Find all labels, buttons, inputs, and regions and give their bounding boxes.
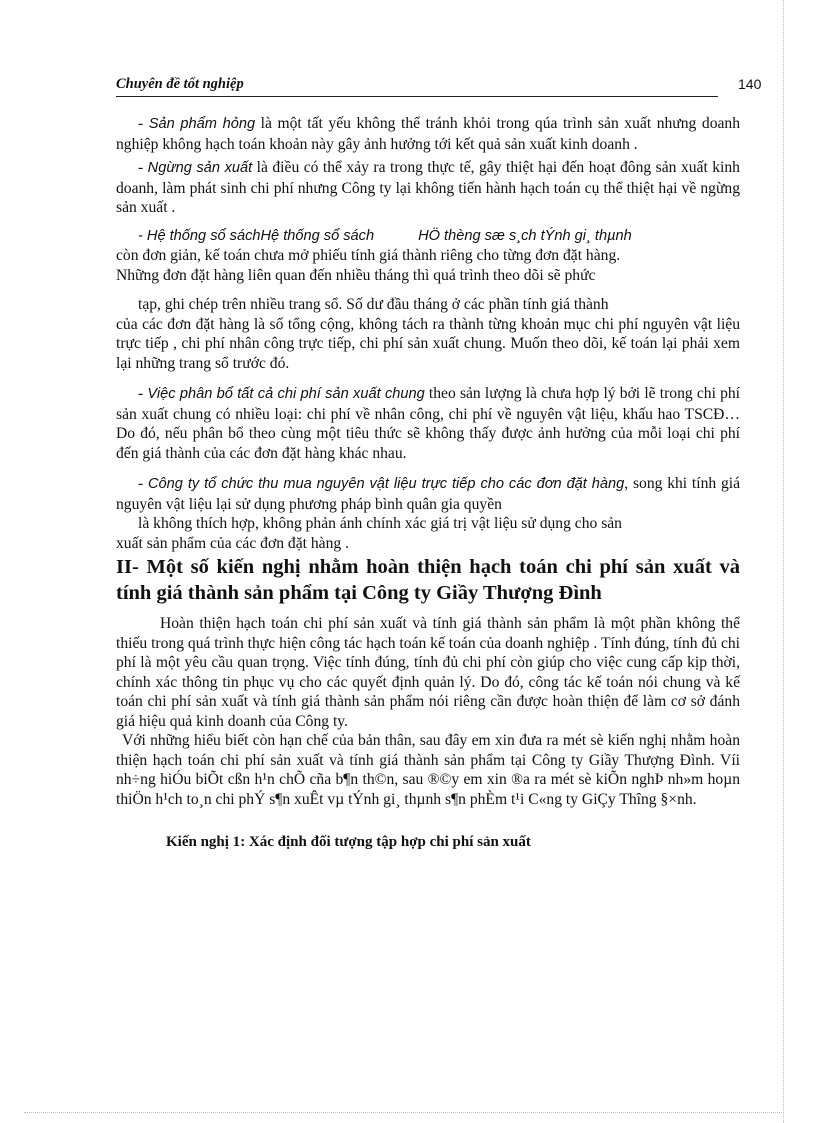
item-text: theo sản lượng là chưa hợp lý bởi lẽ trong chi phí sản xuất chung có nhiều loại: chi phí về nhân công, chi phí về nguyên vật liệu, khấu hao TSCĐ…Do đó, nếu phân bổ theo cùng một tiêu thức sẽ không thấy được ảnh hưởng của mỗi loại chi phí đến giá thành của các đơn đặt hàng khác nhau. (116, 385, 741, 462)
list-item-ngung-san-xuat (116, 158, 740, 218)
list-item-thu-mua-nvl (116, 474, 740, 553)
item-line: là không thích hợp, không phản ánh chính xác giá trị vật liệu sử dụng cho sản (138, 515, 622, 532)
item-text: là một tất yếu không thể tránh khỏi trong qúa trình sản xuất nhưng doanh nghiệp không hạch toán khoản này gây ảnh hưởng tới kết quả sản xuất kinh doanh . (116, 115, 741, 153)
item-text: , song khi tính giá nguyên vật liệu lại sử dụng phương pháp bình quân gia quyền (116, 475, 741, 513)
item-line: tạp, ghi chép trên nhiều trang sổ. Số dư đầu tháng ở các phần tính giá thành (138, 296, 609, 313)
term-phan-bo-chi-phi: Việc phân bổ tất cả chi phí sản xuất chung (147, 386, 425, 402)
item-line: xuất sản phẩm của các đơn đặt hàng . (116, 534, 349, 552)
paragraph-2: Với những hiểu biết còn hạn chế của bản thân, sau đây em xin đưa ra mét sè kiến nghị nhằm hoàn thiện hạch toán chi phí sản xuất và tính giá thành sản phẩm tại Công ty Giầy Thượng Đình. Víi nh÷ng hiÓu biÕt cßn h¹n chÕ cña b¶n th©n, sau ®©y em xin ®a ra mét sè kiÕn nghÞ nh»m hoµn thiÖn h¹ch to¸n chi phÝ s¶n xuÊt vµ tÝnh gi¸ thµnh s¶n phÈm t¹i C«ng ty GiÇy Thîng §×nh. (116, 732, 740, 808)
header-title: Chuyên đề tốt nghiệp (116, 76, 244, 92)
header-rule (116, 96, 718, 97)
item-line: còn đơn giản, kế toán chưa mở phiếu tính giá thành riêng cho từng đơn đặt hàng. (116, 247, 621, 264)
kien-nghi-label: Kiến nghị 1 (166, 834, 241, 850)
page-number: 140 (738, 76, 762, 92)
dash: - (138, 159, 148, 176)
item-lead-line (116, 226, 740, 247)
section-heading: II- Một số kiến nghị nhằm hoàn thiện hạch toán chi phí sản xuất và tính giá thành sản phẩm tại Công ty Giầy Thượng Đình (116, 556, 740, 604)
dash: - (138, 475, 148, 492)
list-item-san-pham-hong (116, 114, 740, 154)
garbled-text: HÖ thèng sæ s¸ch tÝnh gi¸ thµnh (418, 227, 632, 244)
list-item-phan-bo-chi-phi (116, 384, 740, 463)
paragraph-1: Hoàn thiện hạch toán chi phí sản xuất và tính giá thành sản phẩm là một phần không thể thiếu trong quá trình thực hiện công tác hạch toán kế toán của doanh nghiệp . Tính đúng, tính đủ chi phí là một yêu cầu quan trọng. Việc tính đúng, tính đủ chi phí còn giúp cho việc cung cấp kịp thời, chính xác thông tin phục vụ cho các quyết định quản lý. Do đó, công tác kế toán nói chung và kế toán chi phí sản xuất và tính giá thành sản phẩm nói riêng cần được hoàn thiện để làm cơ sở đánh giá hiệu quả kinh doanh của Công ty. (116, 615, 740, 730)
kien-nghi-1-heading (116, 833, 740, 853)
kien-nghi-text: : Xác định đối tượng tập hợp chi phí sản xuất (240, 834, 531, 850)
dash: - (138, 115, 149, 132)
term-san-pham-hong: Sản phẩm hỏng (148, 116, 256, 132)
term-thu-mua-nvl: Công ty tổ chức thu mua nguyên vật liệu trực tiếp cho các đơn đặt hàng (147, 476, 625, 492)
item-text: của các đơn đặt hàng là số tổng cộng, không tách ra thành từng khoản mục chi phí nguyên vật liệu trực tiếp , chi phí nhân công trực tiếp, chi phí sản xuất chung. Muốn theo dõi, kế toán lại phải xem lại những trang sổ trước đó. (116, 315, 740, 372)
item-line: Những đơn đặt hàng liên quan đến nhiều tháng thì quá trình theo dõi sẽ phức (116, 266, 596, 284)
dash: - (138, 385, 148, 402)
term-he-thong-so-sach-repeat: Hệ thống sổ sách (260, 227, 375, 244)
term-he-thong-so-sach: - Hệ thống sổ sách (138, 227, 261, 244)
term-ngung-san-xuat: Ngừng sản xuất (147, 160, 253, 176)
list-item-he-thong-so-sach (116, 226, 740, 374)
page-border-bottom (24, 1112, 784, 1113)
item-text: là điều có thể xảy ra trong thực tế, gây thiệt hại đến hoạt đông sản xuất kinh doanh, làm phát sinh chi phí nhưng Công ty lại không tiến hành hạch toán cụ thể thiệt hại về ngừng sản xuất . (116, 159, 740, 216)
item-lead-line (116, 474, 740, 514)
document-body (116, 114, 740, 853)
page-border-right (783, 0, 784, 1123)
